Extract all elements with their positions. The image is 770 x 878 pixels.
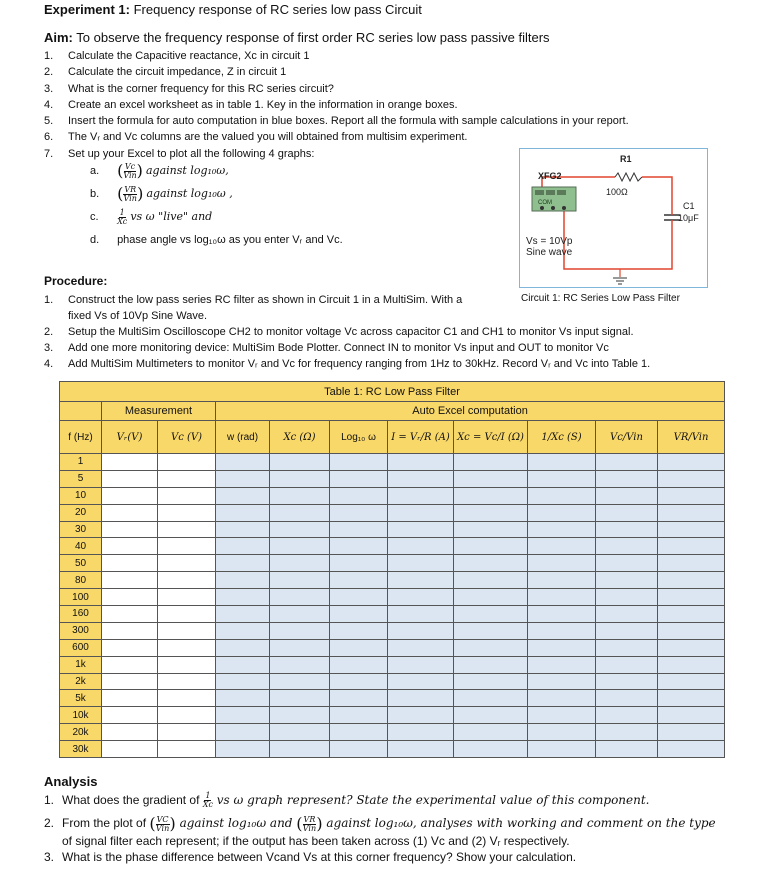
measurement-cell[interactable] — [102, 622, 158, 639]
frequency-cell: 600 — [60, 639, 102, 656]
computation-cell[interactable] — [216, 724, 270, 741]
computation-cell[interactable] — [658, 454, 725, 471]
computation-cell[interactable] — [270, 487, 330, 504]
computation-cell[interactable] — [388, 538, 454, 555]
measurement-cell[interactable] — [102, 690, 158, 707]
computation-cell[interactable] — [270, 639, 330, 656]
step-item: 7. Set up your Excel to plot all the following 4 graphs: — [44, 147, 315, 160]
computation-cell[interactable] — [330, 673, 388, 690]
computation-cell[interactable] — [216, 707, 270, 724]
computation-cell[interactable] — [388, 690, 454, 707]
procedure-item-cont: fixed Vs of 10Vp Sine Wave. — [68, 310, 207, 322]
fraction: $\frac{1}{Xc}$ — [117, 207, 128, 226]
table-row — [60, 521, 725, 538]
computation-cell[interactable] — [454, 724, 528, 741]
measurement-cell[interactable] — [102, 741, 158, 758]
computation-cell[interactable] — [658, 724, 725, 741]
computation-cell[interactable] — [658, 538, 725, 555]
table-row — [60, 622, 725, 639]
step-item: 6. The Vᵣ and Vᴄ columns are the valued you will obtained from multisim experiment. — [44, 131, 468, 144]
measurement-cell[interactable] — [102, 673, 158, 690]
computation-cell[interactable] — [270, 724, 330, 741]
table-title: Table 1: RC Low Pass Filter — [60, 382, 725, 402]
computation-cell[interactable] — [528, 487, 596, 504]
computation-cell[interactable] — [528, 538, 596, 555]
experiment-title — [44, 2, 422, 17]
frequency-cell: 2k — [60, 673, 102, 690]
computation-cell[interactable] — [216, 521, 270, 538]
computation-cell[interactable] — [216, 504, 270, 521]
computation-cell[interactable] — [596, 690, 658, 707]
auto-computation-header: Auto Excel computation — [216, 402, 725, 421]
aim-label: Aim: — [44, 30, 73, 45]
computation-cell[interactable] — [270, 606, 330, 623]
procedure-title: Procedure: — [44, 274, 108, 288]
col-header: w (rad) — [216, 421, 270, 454]
frequency-cell: 1 — [60, 454, 102, 471]
frequency-cell: 5 — [60, 470, 102, 487]
computation-cell[interactable] — [270, 470, 330, 487]
frequency-cell: 10 — [60, 487, 102, 504]
computation-cell[interactable] — [528, 639, 596, 656]
computation-cell[interactable] — [388, 606, 454, 623]
table-row — [60, 656, 725, 673]
computation-cell[interactable] — [330, 741, 388, 758]
computation-cell[interactable] — [216, 470, 270, 487]
computation-cell[interactable] — [330, 572, 388, 589]
computation-cell[interactable] — [528, 741, 596, 758]
computation-cell[interactable] — [454, 487, 528, 504]
computation-cell[interactable] — [330, 538, 388, 555]
frequency-cell: 20k — [60, 724, 102, 741]
computation-cell[interactable] — [658, 741, 725, 758]
measurement-cell[interactable] — [158, 454, 216, 471]
measurement-group-header: Measurement — [102, 402, 216, 421]
computation-cell[interactable] — [454, 504, 528, 521]
frequency-cell: 300 — [60, 622, 102, 639]
computation-cell[interactable] — [596, 504, 658, 521]
analysis-list — [44, 792, 754, 865]
computation-cell[interactable] — [330, 470, 388, 487]
computation-cell[interactable] — [388, 673, 454, 690]
computation-cell[interactable] — [388, 656, 454, 673]
table-row — [60, 454, 725, 471]
table-row — [60, 504, 725, 521]
step-item: 2. Calculate the circuit impedance, Z in circuit 1 — [44, 66, 287, 79]
col-header: Vᴄ (V) — [158, 421, 216, 454]
computation-cell[interactable] — [658, 690, 725, 707]
measurement-cell[interactable] — [158, 470, 216, 487]
computation-cell[interactable] — [528, 521, 596, 538]
circuit-diagram — [519, 148, 708, 288]
computation-cell[interactable] — [454, 555, 528, 572]
computation-cell[interactable] — [216, 673, 270, 690]
computation-cell[interactable] — [270, 521, 330, 538]
step-item: 3. What is the corner frequency for this RC series circuit? — [44, 82, 334, 95]
resistor-value: 100Ω — [606, 187, 628, 197]
resistor-icon — [615, 173, 642, 181]
step-item: 5. Insert the formula for auto computation in blue boxes. Report all the formula with sample calculations in your report. — [44, 115, 629, 128]
computation-cell[interactable] — [270, 454, 330, 471]
measurement-cell[interactable] — [102, 656, 158, 673]
com-label: COM — [538, 200, 552, 206]
table-row — [60, 724, 725, 741]
analysis-question-2: 2. From the plot of ( $\frac{VC}{\text{Vin}}$ ) against log₁₀ω and ( $\frac{VR}{\text{Vin}}$ ) against log₁₀ω, analyses with working and comment on the type — [44, 814, 716, 834]
computation-cell[interactable] — [388, 487, 454, 504]
col-header: Xc (Ω) — [270, 421, 330, 454]
computation-cell[interactable] — [528, 470, 596, 487]
computation-cell[interactable] — [270, 707, 330, 724]
computation-cell[interactable] — [330, 454, 388, 471]
fraction: $\frac{Vc}{\text{Vin}}$ — [123, 161, 137, 180]
computation-cell[interactable] — [596, 538, 658, 555]
table-body — [60, 454, 725, 758]
computation-cell[interactable] — [388, 470, 454, 487]
computation-cell[interactable] — [330, 555, 388, 572]
measurement-cell[interactable] — [102, 504, 158, 521]
computation-cell[interactable] — [528, 504, 596, 521]
table-row — [60, 538, 725, 555]
experiment-label: Experiment 1: — [44, 2, 130, 17]
computation-cell[interactable] — [528, 673, 596, 690]
computation-cell[interactable] — [454, 521, 528, 538]
frequency-cell: 160 — [60, 606, 102, 623]
computation-cell[interactable] — [596, 673, 658, 690]
computation-cell[interactable] — [658, 521, 725, 538]
table-row — [60, 741, 725, 758]
measurement-cell[interactable] — [158, 639, 216, 656]
table-row — [60, 572, 725, 589]
circuit-caption: Circuit 1: RC Series Low Pass Filter — [521, 293, 680, 304]
computation-cell[interactable] — [528, 454, 596, 471]
computation-cell[interactable] — [528, 572, 596, 589]
step-item: 1. Calculate the Capacitive reactance, Xᴄ in circuit 1 — [44, 50, 310, 62]
computation-cell[interactable] — [528, 707, 596, 724]
computation-cell[interactable] — [330, 589, 388, 606]
computation-cell[interactable] — [596, 639, 658, 656]
computation-cell[interactable] — [330, 656, 388, 673]
computation-cell[interactable] — [454, 690, 528, 707]
measurement-cell[interactable] — [158, 487, 216, 504]
computation-cell[interactable] — [596, 622, 658, 639]
graph-item-d: d. phase angle vs log₁₀ω as you enter Vᵣ and Vᴄ. — [90, 234, 343, 246]
computation-cell[interactable] — [388, 639, 454, 656]
computation-cell[interactable] — [388, 504, 454, 521]
measurement-cell[interactable] — [102, 487, 158, 504]
computation-cell[interactable] — [330, 690, 388, 707]
measurement-cell[interactable] — [102, 470, 158, 487]
computation-cell[interactable] — [528, 589, 596, 606]
measurement-cell[interactable] — [158, 673, 216, 690]
computation-cell[interactable] — [454, 707, 528, 724]
table-row — [60, 606, 725, 623]
resistor-label: R1 — [620, 154, 632, 164]
measurement-cell[interactable] — [102, 555, 158, 572]
measurement-cell[interactable] — [158, 606, 216, 623]
computation-cell[interactable] — [216, 741, 270, 758]
measurement-cell[interactable] — [102, 538, 158, 555]
table-row — [60, 639, 725, 656]
computation-cell[interactable] — [596, 656, 658, 673]
computation-cell[interactable] — [216, 487, 270, 504]
table-row — [60, 470, 725, 487]
computation-cell[interactable] — [454, 572, 528, 589]
computation-cell[interactable] — [216, 538, 270, 555]
computation-cell[interactable] — [270, 622, 330, 639]
measurement-cell[interactable] — [102, 589, 158, 606]
graph-list — [90, 160, 490, 252]
graph-item-a: a. ( $\frac{Vc}{\text{Vin}}$ ) against log₁₀ω, — [90, 161, 229, 181]
frequency-cell: 10k — [60, 707, 102, 724]
computation-cell[interactable] — [454, 639, 528, 656]
circuit-schematic — [520, 149, 707, 287]
computation-cell[interactable] — [454, 589, 528, 606]
col-header: I = Vᵣ/R (A) — [388, 421, 454, 454]
procedure-item: 2. Setup the MultiSim Oscilloscope CH2 to monitor voltage Vᴄ across capacitor C1 and CH1 to monitor Vs input signal. — [44, 326, 634, 338]
computation-cell[interactable] — [330, 724, 388, 741]
frequency-cell: 20 — [60, 504, 102, 521]
computation-cell[interactable] — [216, 639, 270, 656]
computation-cell[interactable] — [658, 656, 725, 673]
source-voltage: Vs = 10Vp — [526, 236, 573, 247]
procedure-item: 4. Add MultiSim Multimeters to monitor Vᵣ and Vᴄ for frequency ranging from 1Hz to 30kHz. Record Vᵣ and Vᴄ into Table 1. — [44, 358, 651, 370]
table-row — [60, 589, 725, 606]
analysis-title: Analysis — [44, 774, 98, 789]
computation-cell[interactable] — [330, 707, 388, 724]
computation-cell[interactable] — [596, 487, 658, 504]
computation-cell[interactable] — [330, 521, 388, 538]
computation-cell[interactable] — [388, 622, 454, 639]
column-headers — [60, 421, 725, 454]
computation-cell[interactable] — [454, 538, 528, 555]
measurement-cell[interactable] — [102, 724, 158, 741]
procedure-item: 3. Add one more monitoring device: MultiSim Bode Plotter. Connect IN to monitor Vs input and OUT to monitor Vᴄ — [44, 342, 609, 354]
graph-item-c: c. $\frac{1}{Xc}$ vs ω "live" and — [90, 207, 213, 226]
computation-cell[interactable] — [596, 707, 658, 724]
computation-cell[interactable] — [454, 741, 528, 758]
computation-cell[interactable] — [658, 639, 725, 656]
wire-top-right — [642, 177, 672, 209]
computation-cell[interactable] — [454, 656, 528, 673]
computation-cell[interactable] — [270, 538, 330, 555]
measurement-cell[interactable] — [158, 538, 216, 555]
computation-cell[interactable] — [658, 606, 725, 623]
computation-cell[interactable] — [270, 555, 330, 572]
computation-cell[interactable] — [658, 555, 725, 572]
procedure-list — [44, 292, 744, 372]
computation-cell[interactable] — [330, 622, 388, 639]
computation-cell[interactable] — [388, 521, 454, 538]
computation-cell[interactable] — [330, 487, 388, 504]
frequency-cell: 100 — [60, 589, 102, 606]
computation-cell[interactable] — [388, 724, 454, 741]
measurement-cell[interactable] — [102, 454, 158, 471]
frequency-cell: 50 — [60, 555, 102, 572]
computation-cell[interactable] — [596, 741, 658, 758]
table-row — [60, 555, 725, 572]
step-item: 4. Create an excel worksheet as in table 1. Key in the information in orange boxes. — [44, 98, 458, 111]
measurement-cell[interactable] — [158, 622, 216, 639]
table-row — [60, 487, 725, 504]
computation-cell[interactable] — [528, 724, 596, 741]
col-header: f (Hz) — [60, 421, 102, 454]
measurement-cell[interactable] — [102, 606, 158, 623]
analysis-question-1: 1. What does the gradient of $\frac{1}{Xc}$ vs ω graph represent? State the experimental value of this component. — [44, 791, 650, 810]
computation-cell[interactable] — [528, 622, 596, 639]
measurement-cell[interactable] — [158, 724, 216, 741]
computation-cell[interactable] — [388, 589, 454, 606]
computation-cell[interactable] — [216, 572, 270, 589]
procedure-item: 1. Construct the low pass series RC filter as shown in Circuit 1 in a MultiSim. With a — [44, 294, 463, 306]
computation-cell[interactable] — [454, 606, 528, 623]
computation-cell[interactable] — [270, 504, 330, 521]
graph-item-b: b. ( $\frac{VR}{\text{Vin}}$ ) against log₁₀ω , — [90, 184, 233, 204]
computation-cell[interactable] — [658, 589, 725, 606]
measurement-cell[interactable] — [102, 572, 158, 589]
computation-cell[interactable] — [596, 470, 658, 487]
measurement-cell[interactable] — [158, 707, 216, 724]
computation-cell[interactable] — [528, 606, 596, 623]
measurement-cell[interactable] — [158, 690, 216, 707]
computation-cell[interactable] — [596, 521, 658, 538]
computation-cell[interactable] — [528, 656, 596, 673]
steps-list — [44, 48, 744, 162]
computation-cell[interactable] — [658, 622, 725, 639]
computation-cell[interactable] — [270, 572, 330, 589]
computation-cell[interactable] — [454, 454, 528, 471]
computation-cell[interactable] — [596, 724, 658, 741]
computation-cell[interactable] — [388, 454, 454, 471]
frequency-cell: 30k — [60, 741, 102, 758]
computation-cell[interactable] — [658, 504, 725, 521]
computation-cell[interactable] — [270, 656, 330, 673]
col-header: 1/Xc (S) — [528, 421, 596, 454]
measurement-cell[interactable] — [102, 639, 158, 656]
computation-cell[interactable] — [528, 690, 596, 707]
computation-cell[interactable] — [216, 606, 270, 623]
computation-cell[interactable] — [596, 572, 658, 589]
col-header: Vc/Vin — [596, 421, 658, 454]
aim-text: To observe the frequency response of first order RC series low pass passive filters — [76, 30, 550, 45]
col-header: VR/Vin — [658, 421, 725, 454]
computation-cell[interactable] — [330, 639, 388, 656]
computation-cell[interactable] — [388, 741, 454, 758]
computation-cell[interactable] — [454, 622, 528, 639]
measurement-cell[interactable] — [158, 656, 216, 673]
table-row — [60, 673, 725, 690]
measurement-cell[interactable] — [158, 572, 216, 589]
computation-cell[interactable] — [388, 572, 454, 589]
computation-cell[interactable] — [216, 589, 270, 606]
computation-cell[interactable] — [270, 673, 330, 690]
measurement-cell[interactable] — [158, 555, 216, 572]
computation-cell[interactable] — [596, 606, 658, 623]
aim-line — [44, 30, 550, 45]
computation-cell[interactable] — [658, 470, 725, 487]
computation-cell[interactable] — [596, 555, 658, 572]
computation-cell[interactable] — [388, 555, 454, 572]
computation-cell[interactable] — [388, 707, 454, 724]
measurement-cell[interactable] — [102, 707, 158, 724]
capacitor-label: C1 — [683, 201, 695, 211]
frequency-cell: 80 — [60, 572, 102, 589]
measurement-cell[interactable] — [158, 589, 216, 606]
measurement-cell[interactable] — [158, 504, 216, 521]
computation-cell[interactable] — [658, 673, 725, 690]
data-table — [59, 381, 724, 758]
measurement-cell[interactable] — [102, 521, 158, 538]
experiment-title-text: Frequency response of RC series low pass Circuit — [133, 2, 422, 17]
measurement-cell[interactable] — [158, 741, 216, 758]
computation-cell[interactable] — [658, 572, 725, 589]
capacitor-value: 10μF — [678, 213, 699, 223]
col-header: Vᵣ(V) — [102, 421, 158, 454]
analysis-question-2-cont: of signal filter each represent; if the output has been taken across (1) Vᴄ and (2) Vᵣ respectively. — [62, 833, 570, 848]
computation-cell[interactable] — [216, 656, 270, 673]
computation-cell[interactable] — [270, 741, 330, 758]
computation-cell[interactable] — [216, 555, 270, 572]
frequency-cell: 30 — [60, 521, 102, 538]
computation-cell[interactable] — [658, 707, 725, 724]
col-header: Log₁₀ ω — [330, 421, 388, 454]
computation-cell[interactable] — [216, 622, 270, 639]
computation-cell[interactable] — [528, 555, 596, 572]
computation-cell[interactable] — [216, 454, 270, 471]
computation-cell[interactable] — [454, 470, 528, 487]
computation-cell[interactable] — [270, 589, 330, 606]
frequency-cell: 40 — [60, 538, 102, 555]
source-waveform: Sine wave — [526, 247, 573, 258]
generator-label: XFG2 — [538, 171, 562, 181]
computation-cell[interactable] — [330, 606, 388, 623]
computation-cell[interactable] — [596, 454, 658, 471]
fraction: $\frac{VR}{\text{Vin}}$ — [123, 184, 137, 203]
analysis-question-3: 3. What is the phase difference between Vᴄand Vs at this corner frequency? Show your calculation. — [44, 849, 577, 864]
table-row — [60, 690, 725, 707]
wire-bottom-right — [620, 227, 672, 269]
table-row — [60, 707, 725, 724]
computation-cell[interactable] — [454, 673, 528, 690]
computation-cell[interactable] — [330, 504, 388, 521]
frequency-cell: 1k — [60, 656, 102, 673]
computation-cell[interactable] — [658, 487, 725, 504]
computation-cell[interactable] — [216, 690, 270, 707]
computation-cell[interactable] — [596, 589, 658, 606]
computation-cell[interactable] — [270, 690, 330, 707]
col-header: Xc = Vc/I (Ω) — [454, 421, 528, 454]
measurement-cell[interactable] — [158, 521, 216, 538]
frequency-cell: 5k — [60, 690, 102, 707]
